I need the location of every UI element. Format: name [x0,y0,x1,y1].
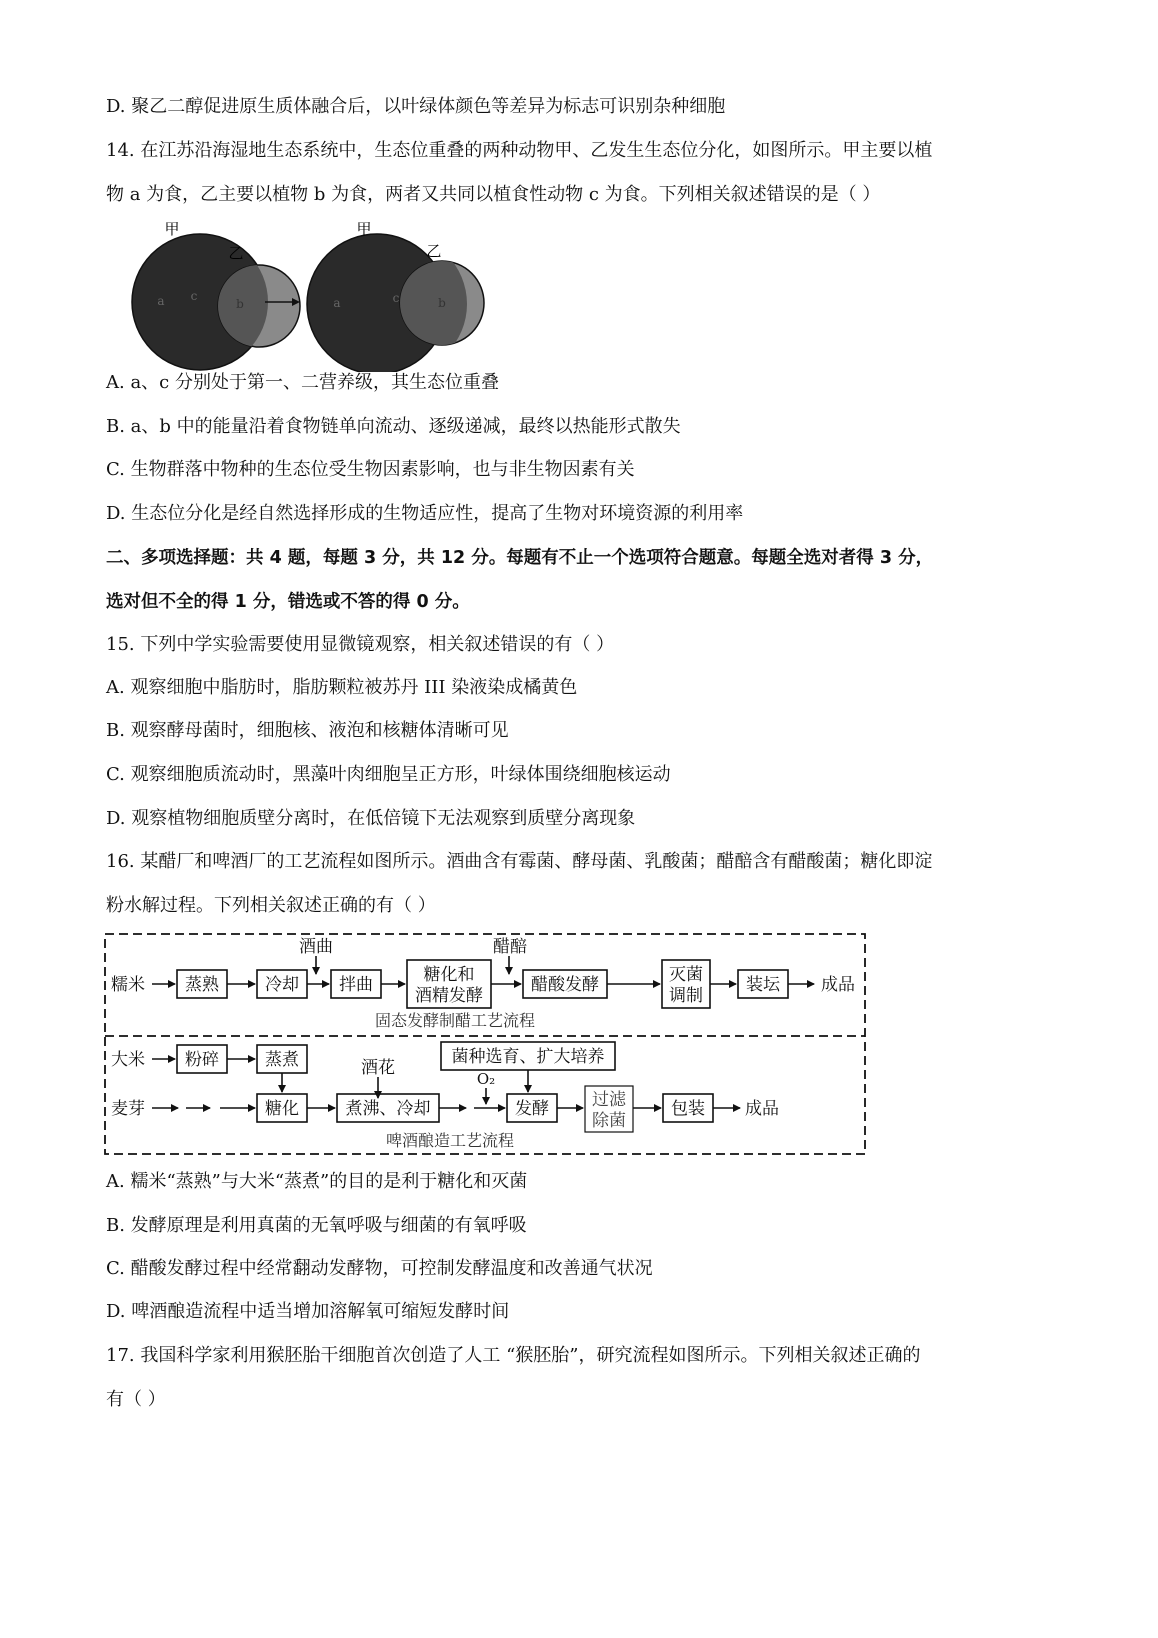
flow2-step-tanghua: 糖化 [265,1099,299,1119]
flow2-step-baozhuang: 包装 [671,1099,705,1119]
flow2-input-o2: O₂ [476,1070,496,1088]
q15-stem: 15. 下列中学实验需要使用显微镜观察，相关叙述错误的有（ ） [106,634,615,655]
flow1-step-mijun-a: 灭菌 [669,965,703,985]
flow1-step-mijun-b: 调制 [669,986,703,1006]
label-yi-after: 乙 [426,242,442,260]
q15-option-c: C. 观察细胞质流动时，黑藻叶肉细胞呈正方形，叶绿体围绕细胞核运动 [106,764,671,785]
flow2-step-fensui: 粉碎 [185,1050,219,1070]
flow1-caption: 固态发酵制醋工艺流程 [374,1011,536,1030]
q16-option-b: B. 发酵原理是利用真菌的无氧呼吸与细菌的有氧呼吸 [106,1215,527,1236]
label-c-after: c [392,291,400,305]
beer-flow [111,1042,779,1150]
vinegar-flow [111,937,855,1030]
q15-option-d: D. 观察植物细胞质壁分离时，在低倍镜下无法观察到质壁分离现象 [106,808,636,829]
niche-differentiation-figure [112,222,492,372]
q16-stem-line1: 16. 某醋厂和啤酒厂的工艺流程如图所示。酒曲含有霉菌、酵母菌、乳酸菌；醋醅含有醋酸菌；糖化即淀 [106,851,933,872]
flow1-input-jiuqu: 酒曲 [299,937,333,957]
section2-heading-line2: 选对但不全的得 1 分，错选或不答的得 0 分。 [106,592,470,612]
q16-option-c: C. 醋酸发酵过程中经常翻动发酵物，可控制发酵温度和改善通气状况 [106,1258,653,1279]
label-jia-after: 甲 [356,222,372,238]
flow2-step-zhufei: 煮沸、冷却 [345,1099,431,1119]
q16-option-a: A. 糯米“蒸熟”与大米“蒸煮”的目的是利于糖化和灭菌 [106,1171,528,1192]
section2-heading-line1: 二、多项选择题：共 4 题，每题 3 分，共 12 分。每题有不止一个选项符合题意。每题全选对者得 3 分， [106,548,934,568]
flow2-step-guolv-a: 过滤 [592,1090,626,1110]
flow1-input-cupei: 醋醅 [493,937,527,957]
label-jia-before: 甲 [164,222,180,238]
flow1-step-tanghua-a: 糖化和 [423,965,475,985]
flow1-step-zhuangtan: 装坛 [746,975,780,995]
q17-stem-line1: 17. 我国科学家利用猴胚胎干细胞首次创造了人工 “猴胚胎”，研究流程如图所示。下列相关叙述正确的 [106,1345,921,1366]
q14-stem-line1: 14. 在江苏沿海湿地生态系统中，生态位重叠的两种动物甲、乙发生生态位分化，如图所示。甲主要以植 [106,140,933,161]
flow1-step-cusuan: 醋酸发酵 [531,975,599,995]
label-b-after: b [438,296,446,310]
flow2-step-fajiao: 发酵 [515,1099,549,1119]
flow1-step-zhengshu: 蒸熟 [185,975,219,995]
q16-stem-line2: 粉水解过程。下列相关叙述正确的有（ ） [106,895,436,916]
q13-option-d: D. 聚乙二醇促进原生质体融合后，以叶绿体颜色等差异为标志可识别杂种细胞 [106,96,726,117]
process-flow-diagram [100,928,880,1160]
q17-stem-line2: 有（ ） [106,1389,166,1410]
q14-option-c: C. 生物群落中物种的生态位受生物因素影响，也与非生物因素有关 [106,459,635,480]
flow1-step-tanghua-b: 酒精发酵 [415,986,483,1006]
q14-stem-line2: 物 a 为食，乙主要以植物 b 为食，两者又共同以植食性动物 c 为食。下列相关叙述错误的是（ ） [106,184,881,205]
flow2-end: 成品 [745,1099,779,1119]
flow1-end: 成品 [821,975,855,995]
label-yi-before: 乙 [228,244,244,262]
flow2-maiya: 麦芽 [111,1099,145,1119]
q16-option-d: D. 啤酒酿造流程中适当增加溶解氧可缩短发酵时间 [106,1301,510,1322]
label-c-before: c [190,289,198,303]
q14-option-b: B. a、b 中的能量沿着食物链单向流动、逐级递减，最终以热能形式散失 [106,416,681,437]
flow1-step-banqu: 拌曲 [339,975,373,995]
q15-option-b: B. 观察酵母菌时，细胞核、液泡和核糖体清晰可见 [106,720,509,741]
label-a-after: a [333,296,341,310]
flow2-input-jiuhua: 酒花 [361,1058,395,1078]
flow2-dami: 大米 [111,1050,145,1070]
flow2-caption: 啤酒酿造工艺流程 [385,1131,515,1150]
flow2-step-zhengzhu: 蒸煮 [265,1050,299,1070]
flow2-step-guolv-b: 除菌 [592,1111,626,1131]
flow1-step-lengque: 冷却 [265,975,299,995]
flow2-step-junzhong: 菌种选育、扩大培养 [451,1047,605,1067]
q14-option-a: A. a、c 分别处于第一、二营养级，其生态位重叠 [106,372,499,393]
q15-option-a: A. 观察细胞中脂肪时，脂肪颗粒被苏丹 III 染液染成橘黄色 [106,677,578,698]
label-a-before: a [157,294,165,308]
label-b-before: b [236,297,244,311]
q14-option-d: D. 生态位分化是经自然选择形成的生物适应性，提高了生物对环境资源的利用率 [106,503,744,524]
flow1-start: 糯米 [111,975,145,995]
